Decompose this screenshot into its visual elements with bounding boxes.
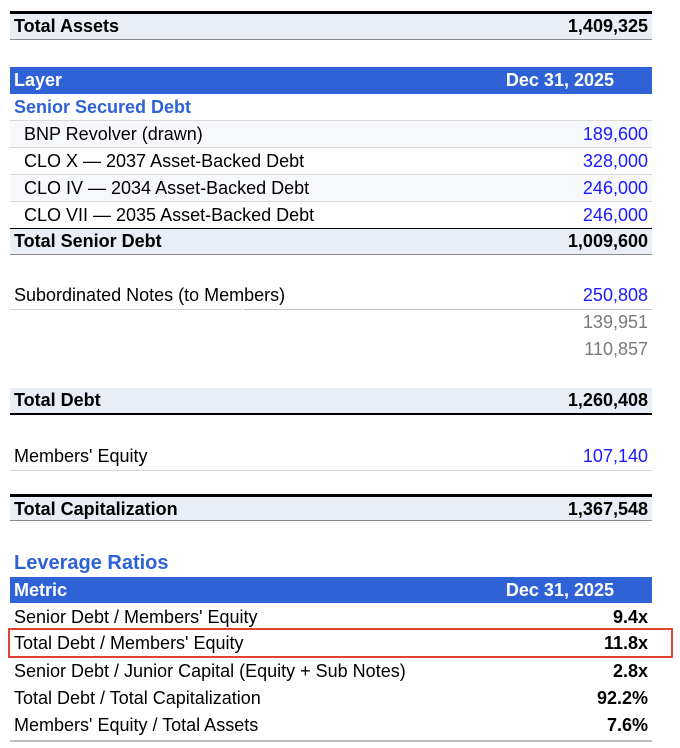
total-capitalization-value: 1,367,548 bbox=[567, 499, 648, 519]
total-debt-label: Total Debt bbox=[14, 390, 101, 410]
date-header: Dec 31, 2025 bbox=[505, 580, 614, 600]
sub-notes-value: 250,808 bbox=[582, 285, 648, 305]
leverage-metric-label: Members' Equity / Total Assets bbox=[14, 715, 259, 735]
senior-item-clo-vii bbox=[10, 202, 652, 229]
members-equity-value: 107,140 bbox=[582, 446, 648, 466]
leverage-header bbox=[10, 577, 652, 603]
sub-notes-label: Subordinated Notes (to Members) bbox=[14, 285, 286, 305]
layer-header: Layer bbox=[14, 70, 63, 90]
total-senior-debt-row bbox=[10, 228, 652, 255]
senior-item-label: CLO X — 2037 Asset-Backed Debt bbox=[24, 151, 305, 171]
leverage-metric-value: 92.2% bbox=[596, 688, 648, 708]
metric-header: Metric bbox=[14, 580, 68, 600]
leverage-metric-value: 9.4x bbox=[612, 607, 648, 627]
leverage-row-senior-junior bbox=[10, 658, 652, 685]
sub-notes-row bbox=[10, 282, 652, 309]
sub-notes-breakdown-value: 139,951 bbox=[582, 312, 648, 332]
senior-item-value: 246,000 bbox=[582, 205, 648, 225]
leverage-row-debt-cap bbox=[10, 685, 652, 712]
total-assets-row bbox=[10, 11, 652, 40]
leverage-metric-label: Total Debt / Total Capitalization bbox=[14, 688, 261, 708]
highlight-box bbox=[8, 628, 673, 658]
leverage-ratios-title: Leverage Ratios bbox=[14, 552, 169, 574]
total-capitalization-row bbox=[10, 494, 652, 521]
total-senior-debt-value: 1,009,600 bbox=[567, 231, 648, 251]
total-debt-value: 1,260,408 bbox=[567, 390, 648, 410]
date-header: Dec 31, 2025 bbox=[505, 70, 614, 90]
senior-item-clo-x bbox=[10, 148, 652, 175]
leverage-metric-value: 11.8x bbox=[603, 633, 648, 653]
senior-item-value: 189,600 bbox=[582, 124, 648, 144]
total-capitalization-label: Total Capitalization bbox=[14, 499, 178, 519]
sub-notes-breakdown-1 bbox=[10, 309, 652, 336]
senior-item-clo-iv bbox=[10, 175, 652, 202]
senior-item-bnp bbox=[10, 121, 652, 148]
total-assets-value: 1,409,325 bbox=[567, 16, 648, 36]
leverage-row-equity-assets bbox=[10, 712, 652, 739]
leverage-metric-label: Senior Debt / Junior Capital (Equity + Sub Notes) bbox=[14, 661, 406, 681]
members-equity-row bbox=[10, 443, 652, 470]
senior-item-label: BNP Revolver (drawn) bbox=[24, 124, 203, 144]
leverage-row-senior-equity bbox=[10, 604, 652, 631]
total-senior-debt-label: Total Senior Debt bbox=[14, 231, 162, 251]
leverage-metric-label: Senior Debt / Members' Equity bbox=[14, 607, 258, 627]
sub-notes-breakdown-value: 110,857 bbox=[584, 339, 648, 359]
leverage-metric-value: 2.8x bbox=[612, 661, 648, 681]
senior-item-value: 246,000 bbox=[582, 178, 648, 198]
total-debt-row bbox=[10, 388, 652, 415]
divider bbox=[10, 470, 652, 471]
total-assets-label: Total Assets bbox=[14, 16, 120, 36]
senior-item-label: CLO VII — 2035 Asset-Backed Debt bbox=[24, 205, 315, 225]
cap-table-header bbox=[10, 67, 652, 94]
divider bbox=[10, 740, 652, 742]
leverage-metric-label: Total Debt / Members' Equity bbox=[14, 633, 244, 653]
senior-section-title: Senior Secured Debt bbox=[10, 94, 652, 121]
members-equity-label: Members' Equity bbox=[14, 446, 148, 466]
leverage-metric-value: 7.6% bbox=[606, 715, 648, 735]
divider bbox=[10, 413, 652, 415]
senior-item-label: CLO IV — 2034 Asset-Backed Debt bbox=[24, 178, 310, 198]
sub-notes-breakdown-2 bbox=[10, 336, 652, 363]
senior-item-value: 328,000 bbox=[582, 151, 648, 171]
